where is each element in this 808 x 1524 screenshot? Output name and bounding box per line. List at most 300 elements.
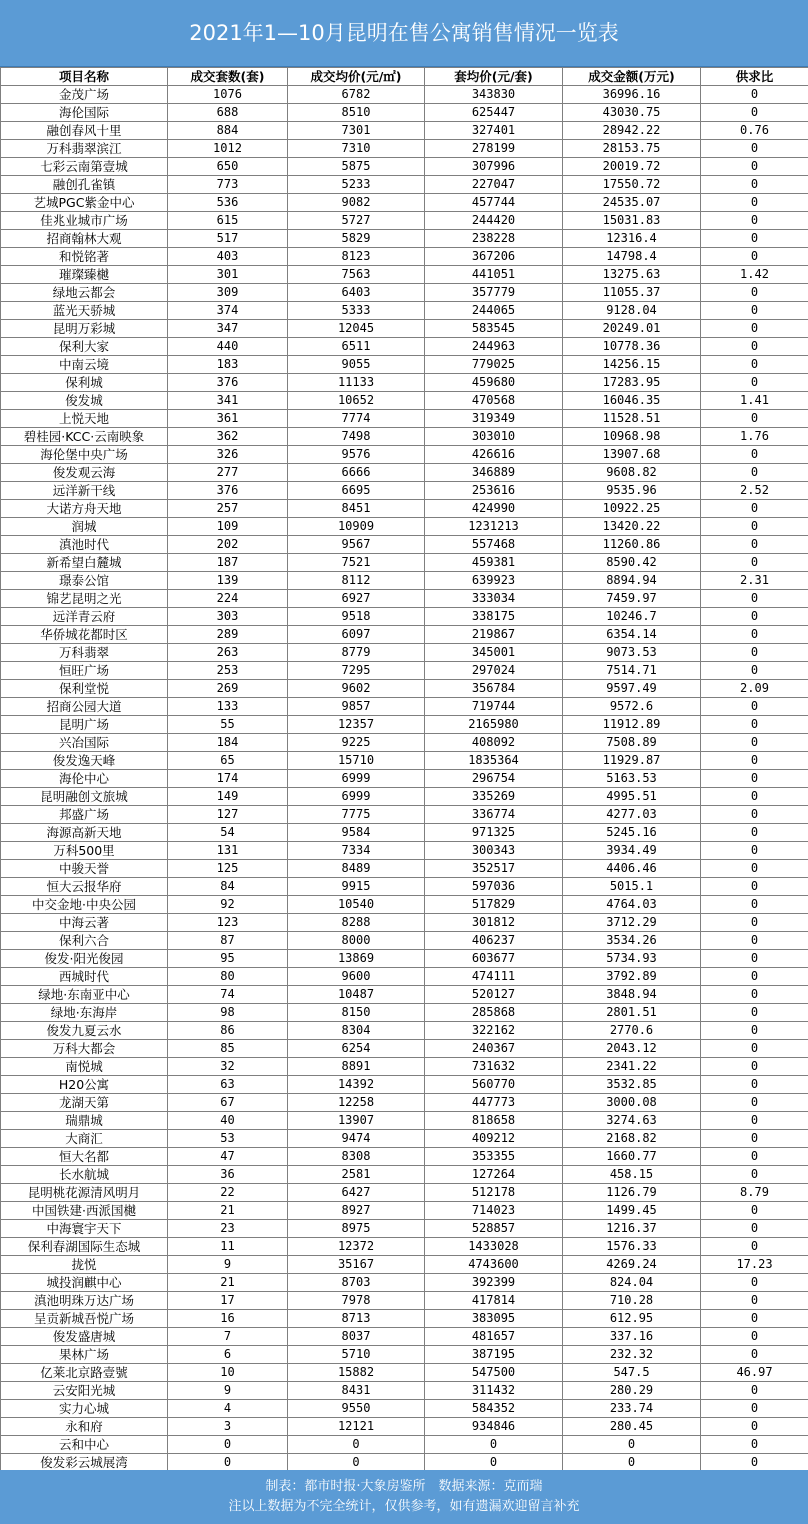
cell-unit-price: 352517 xyxy=(425,860,563,878)
cell-units: 54 xyxy=(168,824,288,842)
cell-project: 城投润麒中心 xyxy=(1,1274,168,1292)
cell-supply-ratio: 0 xyxy=(701,842,808,860)
cell-unit-price: 1231213 xyxy=(425,518,563,536)
cell-units: 131 xyxy=(168,842,288,860)
table-row xyxy=(1,932,808,950)
cell-units: 183 xyxy=(168,356,288,374)
cell-supply-ratio: 0 xyxy=(701,104,808,122)
table-row xyxy=(1,518,808,536)
cell-units: 253 xyxy=(168,662,288,680)
table-row xyxy=(1,1058,808,1076)
cell-supply-ratio: 46.97 xyxy=(701,1364,808,1382)
cell-project: 兴冶国际 xyxy=(1,734,168,752)
cell-units: 403 xyxy=(168,248,288,266)
cell-avg-price: 6427 xyxy=(288,1184,425,1202)
cell-unit-price: 2165980 xyxy=(425,716,563,734)
cell-supply-ratio: 0 xyxy=(701,302,808,320)
cell-unit-price: 0 xyxy=(425,1436,563,1454)
cell-avg-price: 8713 xyxy=(288,1310,425,1328)
cell-project: 艺城PGC紫金中心 xyxy=(1,194,168,212)
cell-avg-price: 9857 xyxy=(288,698,425,716)
cell-unit-price: 353355 xyxy=(425,1148,563,1166)
cell-avg-price: 6403 xyxy=(288,284,425,302)
table-row xyxy=(1,1400,808,1418)
cell-avg-price: 8112 xyxy=(288,572,425,590)
cell-supply-ratio: 0 xyxy=(701,158,808,176)
cell-amount: 2341.22 xyxy=(563,1058,701,1076)
cell-units: 22 xyxy=(168,1184,288,1202)
cell-avg-price: 7521 xyxy=(288,554,425,572)
cell-avg-price: 10909 xyxy=(288,518,425,536)
cell-avg-price: 8891 xyxy=(288,1058,425,1076)
cell-supply-ratio: 0 xyxy=(701,140,808,158)
cell-avg-price: 9915 xyxy=(288,878,425,896)
cell-units: 92 xyxy=(168,896,288,914)
cell-units: 9 xyxy=(168,1256,288,1274)
cell-unit-price: 603677 xyxy=(425,950,563,968)
table-row xyxy=(1,1202,808,1220)
cell-project: 中骏天誉 xyxy=(1,860,168,878)
table-row xyxy=(1,1310,808,1328)
cell-amount: 5245.16 xyxy=(563,824,701,842)
column-header-units: 成交套数(套) xyxy=(168,68,288,86)
cell-unit-price: 387195 xyxy=(425,1346,563,1364)
cell-project: 招商公园大道 xyxy=(1,698,168,716)
table-row xyxy=(1,284,808,302)
cell-avg-price: 6695 xyxy=(288,482,425,500)
cell-units: 1076 xyxy=(168,86,288,104)
cell-project: 昆明万彩城 xyxy=(1,320,168,338)
cell-amount: 1216.37 xyxy=(563,1220,701,1238)
cell-avg-price: 35167 xyxy=(288,1256,425,1274)
table-row xyxy=(1,230,808,248)
cell-unit-price: 459680 xyxy=(425,374,563,392)
cell-unit-price: 459381 xyxy=(425,554,563,572)
cell-unit-price: 278199 xyxy=(425,140,563,158)
cell-avg-price: 12258 xyxy=(288,1094,425,1112)
cell-supply-ratio: 0 xyxy=(701,356,808,374)
cell-units: 301 xyxy=(168,266,288,284)
cell-avg-price: 14392 xyxy=(288,1076,425,1094)
cell-supply-ratio: 0 xyxy=(701,338,808,356)
cell-unit-price: 474111 xyxy=(425,968,563,986)
cell-supply-ratio: 0 xyxy=(701,1292,808,1310)
cell-amount: 15031.83 xyxy=(563,212,701,230)
cell-amount: 280.29 xyxy=(563,1382,701,1400)
cell-project: 中海云著 xyxy=(1,914,168,932)
cell-amount: 7459.97 xyxy=(563,590,701,608)
cell-avg-price: 12372 xyxy=(288,1238,425,1256)
cell-unit-price: 392399 xyxy=(425,1274,563,1292)
cell-unit-price: 244963 xyxy=(425,338,563,356)
cell-avg-price: 11133 xyxy=(288,374,425,392)
cell-supply-ratio: 0 xyxy=(701,1094,808,1112)
cell-project: 璀璨臻樾 xyxy=(1,266,168,284)
cell-project: 昆明融创文旅城 xyxy=(1,788,168,806)
cell-supply-ratio: 0 xyxy=(701,1274,808,1292)
cell-avg-price: 8308 xyxy=(288,1148,425,1166)
table-row xyxy=(1,374,808,392)
cell-supply-ratio: 0 xyxy=(701,1166,808,1184)
cell-amount: 11912.89 xyxy=(563,716,701,734)
cell-amount: 20019.72 xyxy=(563,158,701,176)
cell-project: 拢悦 xyxy=(1,1256,168,1274)
cell-units: 773 xyxy=(168,176,288,194)
cell-supply-ratio: 0 xyxy=(701,770,808,788)
cell-project: 西城时代 xyxy=(1,968,168,986)
column-header-amount: 成交金额(万元) xyxy=(563,68,701,86)
cell-supply-ratio: 0 xyxy=(701,176,808,194)
cell-amount: 4277.03 xyxy=(563,806,701,824)
cell-project: 万科大都会 xyxy=(1,1040,168,1058)
cell-supply-ratio: 0 xyxy=(701,1220,808,1238)
cell-project: 果林广场 xyxy=(1,1346,168,1364)
cell-supply-ratio: 0 xyxy=(701,626,808,644)
cell-amount: 9535.96 xyxy=(563,482,701,500)
cell-amount: 6354.14 xyxy=(563,626,701,644)
cell-project: 俊发城 xyxy=(1,392,168,410)
table-row xyxy=(1,86,808,104)
table-row xyxy=(1,824,808,842)
cell-supply-ratio: 0 xyxy=(701,1040,808,1058)
cell-project: 亿莱北京路壹號 xyxy=(1,1364,168,1382)
cell-project: 碧桂园·KCC·云南映象 xyxy=(1,428,168,446)
table-row xyxy=(1,1148,808,1166)
cell-project: 俊发彩云城展湾 xyxy=(1,1454,168,1472)
cell-project: 俊发观云海 xyxy=(1,464,168,482)
table-row xyxy=(1,1274,808,1292)
cell-supply-ratio: 0 xyxy=(701,1004,808,1022)
cell-supply-ratio: 0 xyxy=(701,1400,808,1418)
cell-amount: 9597.49 xyxy=(563,680,701,698)
cell-unit-price: 336774 xyxy=(425,806,563,824)
cell-supply-ratio: 0 xyxy=(701,1022,808,1040)
cell-amount: 3274.63 xyxy=(563,1112,701,1130)
table-row xyxy=(1,392,808,410)
cell-supply-ratio: 0 xyxy=(701,950,808,968)
cell-amount: 4269.24 xyxy=(563,1256,701,1274)
cell-supply-ratio: 2.31 xyxy=(701,572,808,590)
cell-project: 保利堂悦 xyxy=(1,680,168,698)
cell-units: 884 xyxy=(168,122,288,140)
cell-unit-price: 311432 xyxy=(425,1382,563,1400)
cell-units: 53 xyxy=(168,1130,288,1148)
table-row xyxy=(1,464,808,482)
cell-supply-ratio: 0 xyxy=(701,860,808,878)
cell-supply-ratio: 0 xyxy=(701,86,808,104)
table-row xyxy=(1,716,808,734)
cell-units: 86 xyxy=(168,1022,288,1040)
cell-units: 7 xyxy=(168,1328,288,1346)
table-row xyxy=(1,248,808,266)
table-row xyxy=(1,986,808,1004)
cell-avg-price: 6999 xyxy=(288,788,425,806)
cell-project: 恒旺广场 xyxy=(1,662,168,680)
cell-amount: 9073.53 xyxy=(563,644,701,662)
cell-units: 362 xyxy=(168,428,288,446)
cell-units: 63 xyxy=(168,1076,288,1094)
cell-supply-ratio: 0 xyxy=(701,806,808,824)
cell-avg-price: 10540 xyxy=(288,896,425,914)
cell-supply-ratio: 0 xyxy=(701,986,808,1004)
cell-amount: 9128.04 xyxy=(563,302,701,320)
cell-avg-price: 8703 xyxy=(288,1274,425,1292)
table-title: 2021年1—10月昆明在售公寓销售情况一览表 xyxy=(0,0,808,67)
cell-units: 109 xyxy=(168,518,288,536)
cell-amount: 4406.46 xyxy=(563,860,701,878)
cell-amount: 13907.68 xyxy=(563,446,701,464)
cell-avg-price: 8000 xyxy=(288,932,425,950)
cell-project: 俊发逸天峰 xyxy=(1,752,168,770)
cell-units: 347 xyxy=(168,320,288,338)
cell-project: 南悦城 xyxy=(1,1058,168,1076)
cell-avg-price: 5233 xyxy=(288,176,425,194)
table-row xyxy=(1,1112,808,1130)
cell-unit-price: 971325 xyxy=(425,824,563,842)
cell-avg-price: 9225 xyxy=(288,734,425,752)
footer-credit: 制表：都市时报·大象房鉴所 数据来源：克而瑞 xyxy=(265,1479,543,1494)
cell-project: 海源高新天地 xyxy=(1,824,168,842)
cell-avg-price: 9474 xyxy=(288,1130,425,1148)
cell-avg-price: 7563 xyxy=(288,266,425,284)
table-row xyxy=(1,1220,808,1238)
cell-unit-price: 512178 xyxy=(425,1184,563,1202)
table-row xyxy=(1,500,808,518)
cell-supply-ratio: 0 xyxy=(701,788,808,806)
cell-amount: 0 xyxy=(563,1436,701,1454)
cell-avg-price: 5875 xyxy=(288,158,425,176)
table-row xyxy=(1,1346,808,1364)
cell-project: 上悦天地 xyxy=(1,410,168,428)
cell-unit-price: 547500 xyxy=(425,1364,563,1382)
cell-units: 0 xyxy=(168,1436,288,1454)
cell-avg-price: 7978 xyxy=(288,1292,425,1310)
table-row xyxy=(1,914,808,932)
cell-unit-price: 583545 xyxy=(425,320,563,338)
cell-amount: 280.45 xyxy=(563,1418,701,1436)
cell-units: 277 xyxy=(168,464,288,482)
cell-units: 127 xyxy=(168,806,288,824)
cell-unit-price: 253616 xyxy=(425,482,563,500)
table-row xyxy=(1,590,808,608)
cell-avg-price: 8150 xyxy=(288,1004,425,1022)
table-row xyxy=(1,734,808,752)
cell-unit-price: 327401 xyxy=(425,122,563,140)
cell-amount: 2168.82 xyxy=(563,1130,701,1148)
cell-units: 9 xyxy=(168,1382,288,1400)
cell-supply-ratio: 0 xyxy=(701,698,808,716)
cell-avg-price: 5333 xyxy=(288,302,425,320)
cell-amount: 5015.1 xyxy=(563,878,701,896)
cell-unit-price: 719744 xyxy=(425,698,563,716)
cell-project: 蓝光天骄城 xyxy=(1,302,168,320)
cell-supply-ratio: 0 xyxy=(701,878,808,896)
cell-units: 174 xyxy=(168,770,288,788)
cell-amount: 10922.25 xyxy=(563,500,701,518)
cell-avg-price: 8304 xyxy=(288,1022,425,1040)
cell-project: 永和府 xyxy=(1,1418,168,1436)
cell-units: 67 xyxy=(168,1094,288,1112)
cell-unit-price: 1433028 xyxy=(425,1238,563,1256)
cell-units: 11 xyxy=(168,1238,288,1256)
cell-unit-price: 406237 xyxy=(425,932,563,950)
table-row xyxy=(1,896,808,914)
cell-amount: 7508.89 xyxy=(563,734,701,752)
cell-supply-ratio: 0 xyxy=(701,716,808,734)
cell-project: 保利六合 xyxy=(1,932,168,950)
table-row xyxy=(1,626,808,644)
cell-units: 17 xyxy=(168,1292,288,1310)
cell-project: 招商翰林大观 xyxy=(1,230,168,248)
column-header-project: 项目名称 xyxy=(1,68,168,86)
cell-project: 万科翡翠 xyxy=(1,644,168,662)
cell-project: 云和中心 xyxy=(1,1436,168,1454)
sales-table xyxy=(0,67,808,1472)
cell-avg-price: 6927 xyxy=(288,590,425,608)
cell-avg-price: 9600 xyxy=(288,968,425,986)
table-row xyxy=(1,770,808,788)
cell-supply-ratio: 0 xyxy=(701,1058,808,1076)
cell-unit-price: 367206 xyxy=(425,248,563,266)
cell-units: 650 xyxy=(168,158,288,176)
cell-unit-price: 335269 xyxy=(425,788,563,806)
cell-supply-ratio: 0 xyxy=(701,230,808,248)
cell-unit-price: 639923 xyxy=(425,572,563,590)
cell-supply-ratio: 0 xyxy=(701,662,808,680)
cell-units: 98 xyxy=(168,1004,288,1022)
cell-unit-price: 297024 xyxy=(425,662,563,680)
column-header-avg-price: 成交均价(元/㎡) xyxy=(288,68,425,86)
table-row xyxy=(1,752,808,770)
cell-project: 中南云境 xyxy=(1,356,168,374)
cell-units: 0 xyxy=(168,1454,288,1472)
table-row xyxy=(1,1256,808,1274)
cell-units: 376 xyxy=(168,374,288,392)
cell-avg-price: 8489 xyxy=(288,860,425,878)
cell-units: 3 xyxy=(168,1418,288,1436)
cell-project: 和悦铭著 xyxy=(1,248,168,266)
cell-project: 海伦中心 xyxy=(1,770,168,788)
cell-unit-price: 731632 xyxy=(425,1058,563,1076)
cell-unit-price: 408092 xyxy=(425,734,563,752)
cell-avg-price: 15710 xyxy=(288,752,425,770)
table-row xyxy=(1,266,808,284)
cell-amount: 1126.79 xyxy=(563,1184,701,1202)
cell-project: H20公寓 xyxy=(1,1076,168,1094)
cell-supply-ratio: 17.23 xyxy=(701,1256,808,1274)
cell-unit-price: 426616 xyxy=(425,446,563,464)
cell-avg-price: 7301 xyxy=(288,122,425,140)
cell-unit-price: 322162 xyxy=(425,1022,563,1040)
cell-supply-ratio: 8.79 xyxy=(701,1184,808,1202)
cell-amount: 43030.75 xyxy=(563,104,701,122)
cell-units: 95 xyxy=(168,950,288,968)
cell-project: 远洋新干线 xyxy=(1,482,168,500)
cell-supply-ratio: 2.09 xyxy=(701,680,808,698)
table-row xyxy=(1,698,808,716)
table-row xyxy=(1,1364,808,1382)
cell-amount: 1499.45 xyxy=(563,1202,701,1220)
table-row xyxy=(1,1328,808,1346)
cell-units: 65 xyxy=(168,752,288,770)
cell-units: 23 xyxy=(168,1220,288,1238)
table-row xyxy=(1,1454,808,1472)
cell-amount: 10246.7 xyxy=(563,608,701,626)
cell-supply-ratio: 0 xyxy=(701,1382,808,1400)
cell-units: 4 xyxy=(168,1400,288,1418)
cell-units: 326 xyxy=(168,446,288,464)
cell-project: 绿地·东南亚中心 xyxy=(1,986,168,1004)
cell-avg-price: 6666 xyxy=(288,464,425,482)
cell-supply-ratio: 0 xyxy=(701,1310,808,1328)
cell-unit-price: 457744 xyxy=(425,194,563,212)
cell-amount: 14798.4 xyxy=(563,248,701,266)
cell-amount: 233.74 xyxy=(563,1400,701,1418)
cell-avg-price: 7498 xyxy=(288,428,425,446)
cell-unit-price: 244065 xyxy=(425,302,563,320)
cell-project: 远洋青云府 xyxy=(1,608,168,626)
cell-avg-price: 12357 xyxy=(288,716,425,734)
cell-project: 海伦堡中央广场 xyxy=(1,446,168,464)
cell-units: 40 xyxy=(168,1112,288,1130)
cell-units: 688 xyxy=(168,104,288,122)
cell-supply-ratio: 0 xyxy=(701,248,808,266)
cell-supply-ratio: 0 xyxy=(701,500,808,518)
cell-supply-ratio: 0 xyxy=(701,212,808,230)
cell-amount: 28153.75 xyxy=(563,140,701,158)
cell-avg-price: 5727 xyxy=(288,212,425,230)
cell-avg-price: 9602 xyxy=(288,680,425,698)
cell-unit-price: 219867 xyxy=(425,626,563,644)
cell-amount: 232.32 xyxy=(563,1346,701,1364)
column-header-unit-price: 套均价(元/套) xyxy=(425,68,563,86)
cell-project: 大商汇 xyxy=(1,1130,168,1148)
table-row xyxy=(1,482,808,500)
cell-avg-price: 2581 xyxy=(288,1166,425,1184)
cell-avg-price: 6097 xyxy=(288,626,425,644)
cell-unit-price: 227047 xyxy=(425,176,563,194)
cell-amount: 612.95 xyxy=(563,1310,701,1328)
cell-project: 呈贡新城吾悦广场 xyxy=(1,1310,168,1328)
cell-units: 1012 xyxy=(168,140,288,158)
cell-units: 187 xyxy=(168,554,288,572)
cell-supply-ratio: 1.76 xyxy=(701,428,808,446)
cell-supply-ratio: 0 xyxy=(701,608,808,626)
cell-avg-price: 13907 xyxy=(288,1112,425,1130)
cell-supply-ratio: 1.42 xyxy=(701,266,808,284)
cell-unit-price: 714023 xyxy=(425,1202,563,1220)
cell-avg-price: 5710 xyxy=(288,1346,425,1364)
cell-units: 263 xyxy=(168,644,288,662)
cell-units: 47 xyxy=(168,1148,288,1166)
table-row xyxy=(1,968,808,986)
table-row xyxy=(1,1238,808,1256)
table-row xyxy=(1,806,808,824)
table-row xyxy=(1,554,808,572)
table-row xyxy=(1,950,808,968)
cell-supply-ratio: 0 xyxy=(701,1328,808,1346)
table-row xyxy=(1,158,808,176)
cell-supply-ratio: 0 xyxy=(701,932,808,950)
cell-supply-ratio: 0 xyxy=(701,446,808,464)
cell-avg-price: 7334 xyxy=(288,842,425,860)
cell-amount: 20249.01 xyxy=(563,320,701,338)
cell-amount: 824.04 xyxy=(563,1274,701,1292)
cell-unit-price: 333034 xyxy=(425,590,563,608)
cell-unit-price: 417814 xyxy=(425,1292,563,1310)
cell-unit-price: 240367 xyxy=(425,1040,563,1058)
cell-supply-ratio: 0 xyxy=(701,320,808,338)
